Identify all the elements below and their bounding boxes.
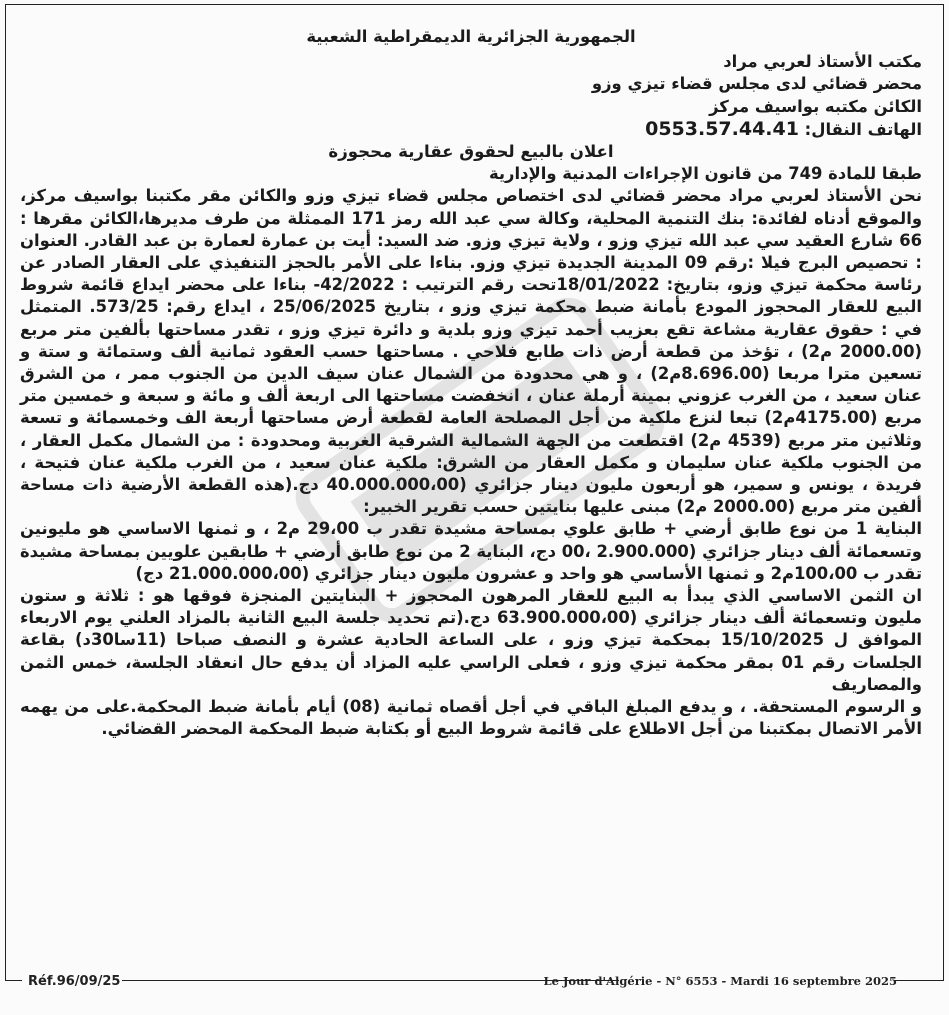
office-line-3: الكائن مكتبه بواسيف مركز (709, 96, 922, 116)
notice-title: اعلان بالبيع لحقوق عقارية محجوزة (328, 142, 614, 162)
footer-rule-right (894, 980, 944, 981)
reference-number: Réf.96/09/25 (22, 974, 126, 989)
announcement-body (20, 26, 922, 741)
frame-right-border (943, 4, 944, 980)
body-paragraph-2: البناية 1 من نوع طابق أرضي + طابق علوي بمساحة مشيدة تقدر ب 29،00 م2 ، و ثمنها الاساسي هو مليونين وتسعمائة ألف دينار جزائري (2.900.000 ،00 دج، البناية 2 من نوع طابق أرضي + طابقين علويين بمساحة مشيدة تقدر ب 100،00م2 و ثمنها الأساسي هو واحد و عشرون مليون دينار جزائري (21.000.000،00 دج) (20, 519, 922, 583)
office-line-2: محضر قضائي لدى مجلس قضاء تيزي وزو (591, 74, 922, 94)
body-paragraph-3: ان الثمن الاساسي الذي يبدأ به البيع للعقار المرهون المحجوز + البنايتين المنجزة فوقها هو : ثلاثة و ستون مليون وتسعمائة ألف دينار جزائري (63.900.000،00 دج.(تم تحديد جلسة البيع الثانية بالمزاد العلني يوم الاربعاء الموافق ل 15/10/2025 بمحكمة تيزي وزو ، على الساعة الحادية عشرة و النصف صباحا (11سا30د) بقاعة الجلسات رقم 01 بمقر محكمة تيزي وزو ، فعلى الراسي عليه المزاد أن يدفع حال انعقاد الجلسة، خمس الثمن والمصاريف (20, 586, 923, 694)
frame-left-border (5, 4, 6, 980)
frame-top-border (5, 4, 944, 5)
article-reference: طبقا للمادة 749 من قانون الإجراءات المدنية والإدارية (488, 164, 922, 184)
office-line-1: مكتب الأستاذ لعربي مراد (723, 52, 922, 72)
phone-number: 0553.57.44.41 (645, 117, 799, 140)
publication-info: Le Jour d'Algérie - N° 6553 - Mardi 16 septembre 2025 (543, 974, 897, 988)
body-paragraph-1: نحن الأستاذ لعربي مراد محضر قضائي لدى اختصاص مجلس قضاء تيزي وزو والكائن مقر مكتبنا بواسيف مركز، والموقع أدناه لفائدة: بنك التنمية المحلية، وكالة سي عبد الله رمز 171 الممثلة من طرف مديرها،الكائن مقرها : 66 شارع العقيد سي عبد الله تيزي وزو ، ولاية تيزي وزو. ضد السيد: أيت بن عمارة لعمارة بن عبد القادر. العنوان : تحصيص البرج فيلا :رقم 09 المدينة الجديدة تيزي وزو. بناءا على الأمر بالحجز التنفيذي على العقار الصادر عن رئاسة محكمة تيزي وزو، بتاريخ: 18/01/2022تحت رقم الترتيب : 42/2022- بناءا على محضر ايداع قائمة شروط البيع للعقار المحجوز المودع بأمانة ضبط محكمة تيزي وزو ، بتاريخ 25/06/2025 ، ايداع رقم: 573/25. المتمثل في : حقوق عقارية مشاعة تقع بعزيب أحمد تيزي وزو بلدية و دائرة تيزي وزو ، تقدر مساحتها بألفين متر مربع (2000.00 م2) ، تؤخذ من قطعة أرض ذات طابع فلاحي . مساحتها حسب العقود ثمانية ألف وستمائة و ستة و تسعين مترا مربعا (8.696.00م2) ، و هي محدودة من الشمال عنان سيف الدين من الجنوب ممر ، من الشرق عنان سعيد ، من الغرب عزوني بمينة أرملة عنان ، انخفضت مساحتها الى اربعة ألف و مائة و سبعة و خمسين متر مربع (4175.00م2) تبعا لنزع ملكية من أجل المصلحة العامة لقطعة أرض مساحتها أربعة الف وخمسمائة و تسعة وثلاثين متر مربع (4539 م2) اقتطعت من الجهة الشمالية الشرقية الغربية ومحدودة : من الشمال مكمل العقار ، من الجنوب ملكية عنان سليمان و مكمل العقار من الشرق: ملكية عنان سعيد ، من الغرب ملكية عنان فتيحة ، فريدة ، يونس و سمير، هو أربعون مليون دينار جزائري (40.000.000،00 دج.(هذه القطعة الأرضية ذات مساحة ألفين متر مربع (2000.00 م2) مبنى عليها بنايتين حسب تقرير الخبير: (20, 186, 923, 517)
phone-label: الهاتف النقال: (804, 119, 922, 139)
phone-line (20, 118, 922, 141)
body-paragraph-4: و الرسوم المستحقة. ، و يدفع المبلغ الباقي في أجل أقصاه ثمانية (08) أيام بأمانة ضبط المحكمة.على من يهمه الأمر الاتصال بمكتبنا من أجل الاطلاع على قائمة شروط البيع أو بكتابة ضبط المحكمة المحضر القضائي. (20, 697, 922, 739)
footer (0, 970, 949, 994)
republic-heading: الجمهورية الجزائرية الديمقراطية الشعبية (306, 27, 636, 46)
footer-rule-left (5, 980, 23, 981)
